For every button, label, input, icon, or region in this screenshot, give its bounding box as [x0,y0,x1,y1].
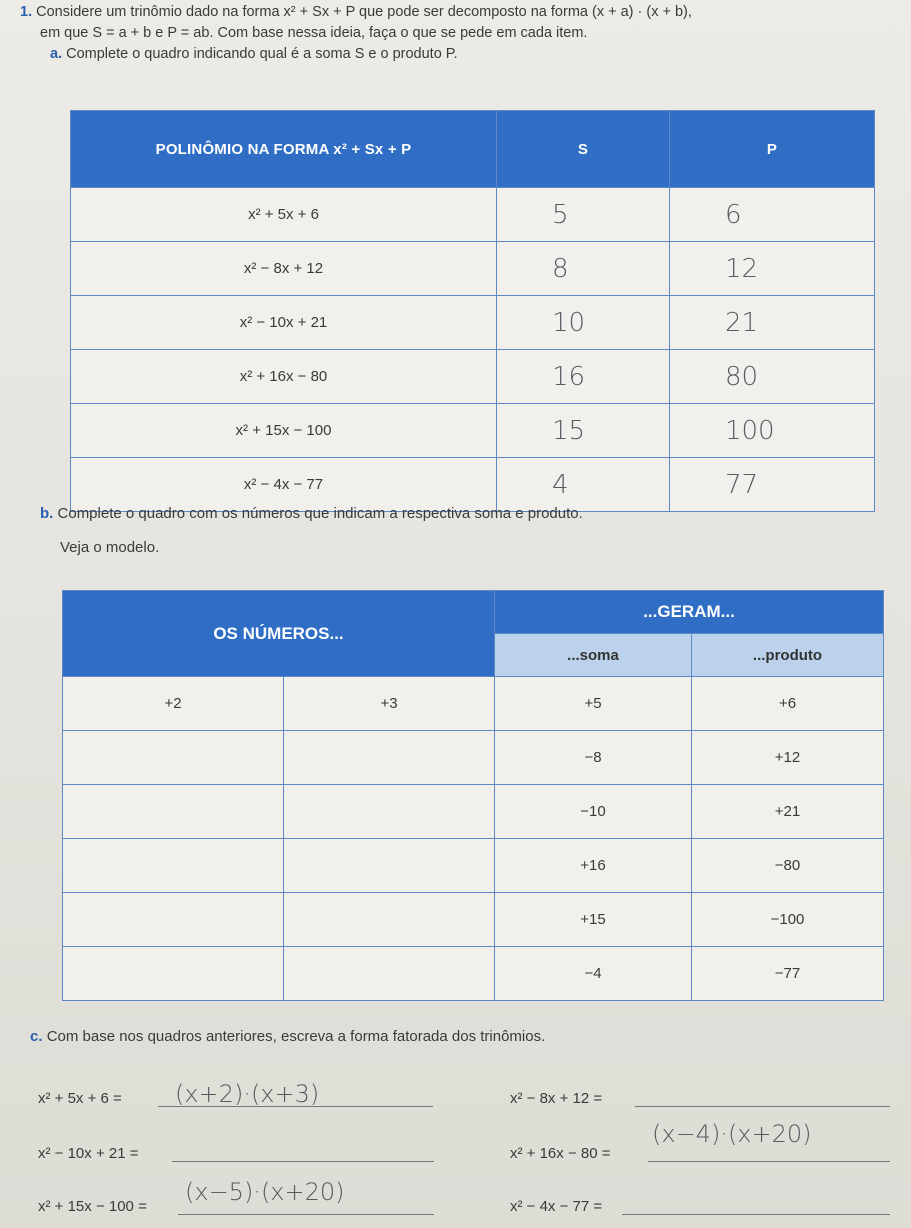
product-cell: +6 [692,677,884,731]
answer-handwritten: (x−4)·(x+20) [652,1120,812,1148]
product-cell: +12 [692,731,884,785]
table-row [63,947,884,1001]
s-cell[interactable]: 8 [497,242,670,296]
item-c [30,1028,545,1045]
number-b-cell[interactable]: +3 [284,677,495,731]
polynomial-cell: x² + 16x − 80 [71,350,497,404]
product-cell: −77 [692,947,884,1001]
table-row [63,731,884,785]
polynomial-cell: x² − 4x − 77 [71,458,497,512]
item-a [20,46,458,62]
polynomial-cell: x² + 15x − 100 [71,404,497,458]
col-header-polynomial: POLINÔMIO NA FORMA x² + Sx + P [71,111,497,188]
table-row [63,839,884,893]
product-cell: +21 [692,785,884,839]
number-b-cell[interactable] [284,731,495,785]
s-cell[interactable]: 5 [497,188,670,242]
answer-expr: x² − 10x + 21 = [38,1145,139,1162]
col-header-product: ...produto [692,634,884,677]
product-cell: −100 [692,893,884,947]
number-a-cell[interactable] [63,893,284,947]
item-b [40,505,583,522]
table-row [71,458,875,512]
table-row [63,785,884,839]
item-a-text: Complete o quadro indicando qual é a soma S e o produto P. [66,46,458,62]
polynomial-cell: x² + 5x + 6 [71,188,497,242]
answer-blank[interactable] [178,1214,434,1215]
answer-expr: x² + 5x + 6 = [38,1090,122,1107]
sum-cell: +15 [495,893,692,947]
number-a-cell[interactable] [63,947,284,1001]
col-header-generate: ...GERAM... [495,591,884,634]
item-c-label: c. [30,1028,43,1045]
intro-line-1: Considere um trinômio dado na forma x² + Sx + P que pode ser decomposto na forma (x + a) · (x + b), [36,4,692,20]
answer-expr: x² − 8x + 12 = [510,1090,603,1107]
s-cell[interactable]: 10 [497,296,670,350]
number-a-cell[interactable] [63,731,284,785]
number-a-cell[interactable] [63,839,284,893]
answer-expr: x² + 16x − 80 = [510,1145,611,1162]
col-header-numbers: OS NÚMEROS... [63,591,495,677]
table-row [63,893,884,947]
sum-cell: −10 [495,785,692,839]
polynomial-cell: x² − 8x + 12 [71,242,497,296]
col-header-p: P [669,111,874,188]
sum-cell: −4 [495,947,692,1001]
number-b-cell[interactable] [284,947,495,1001]
item-c-text: Com base nos quadros anteriores, escreva a forma fatorada dos trinômios. [46,1028,546,1045]
sum-cell: +16 [495,839,692,893]
polynomial-cell: x² − 10x + 21 [71,296,497,350]
item-b-note: Veja o modelo. [60,539,160,556]
s-cell[interactable]: 15 [497,404,670,458]
answer-handwritten: (x+2)·(x+3) [175,1080,320,1108]
p-cell[interactable]: 6 [669,188,874,242]
p-cell[interactable]: 80 [669,350,874,404]
p-cell[interactable]: 77 [669,458,874,512]
answer-expr: x² − 4x − 77 = [510,1198,603,1215]
answer-blank[interactable] [648,1161,890,1162]
p-cell[interactable]: 21 [669,296,874,350]
table-row [63,677,884,731]
item-b-label: b. [40,505,54,522]
answer-blank[interactable] [172,1161,434,1162]
answer-expr: x² + 15x − 100 = [38,1198,147,1215]
table-row [71,350,875,404]
sum-cell: +5 [495,677,692,731]
answer-handwritten: (x−5)·(x+20) [185,1178,345,1206]
col-header-s: S [497,111,670,188]
product-cell: −80 [692,839,884,893]
p-cell[interactable]: 12 [669,242,874,296]
sum-cell: −8 [495,731,692,785]
number-b-cell[interactable] [284,893,495,947]
answer-blank[interactable] [635,1106,890,1107]
p-cell[interactable]: 100 [669,404,874,458]
item-a-label: a. [50,46,63,62]
sum-product-table [70,110,875,512]
table-row [71,188,875,242]
col-header-sum: ...soma [495,634,692,677]
number-a-cell[interactable]: +2 [63,677,284,731]
number-b-cell[interactable] [284,785,495,839]
table-row [71,242,875,296]
answer-blank[interactable] [622,1214,890,1215]
table-row [71,404,875,458]
s-cell[interactable]: 16 [497,350,670,404]
intro-line-2: em que S = a + b e P = ab. Com base nessa ideia, faça o que se pede em cada item. [40,25,588,41]
s-cell[interactable]: 4 [497,458,670,512]
number-b-cell[interactable] [284,839,495,893]
numbers-table [62,590,884,1001]
number-a-cell[interactable] [63,785,284,839]
table-row [71,296,875,350]
item-b-text: Complete o quadro com os números que indicam a respectiva soma e produto. [57,505,583,522]
exercise-intro [20,2,900,65]
exercise-number: 1. [20,4,33,20]
